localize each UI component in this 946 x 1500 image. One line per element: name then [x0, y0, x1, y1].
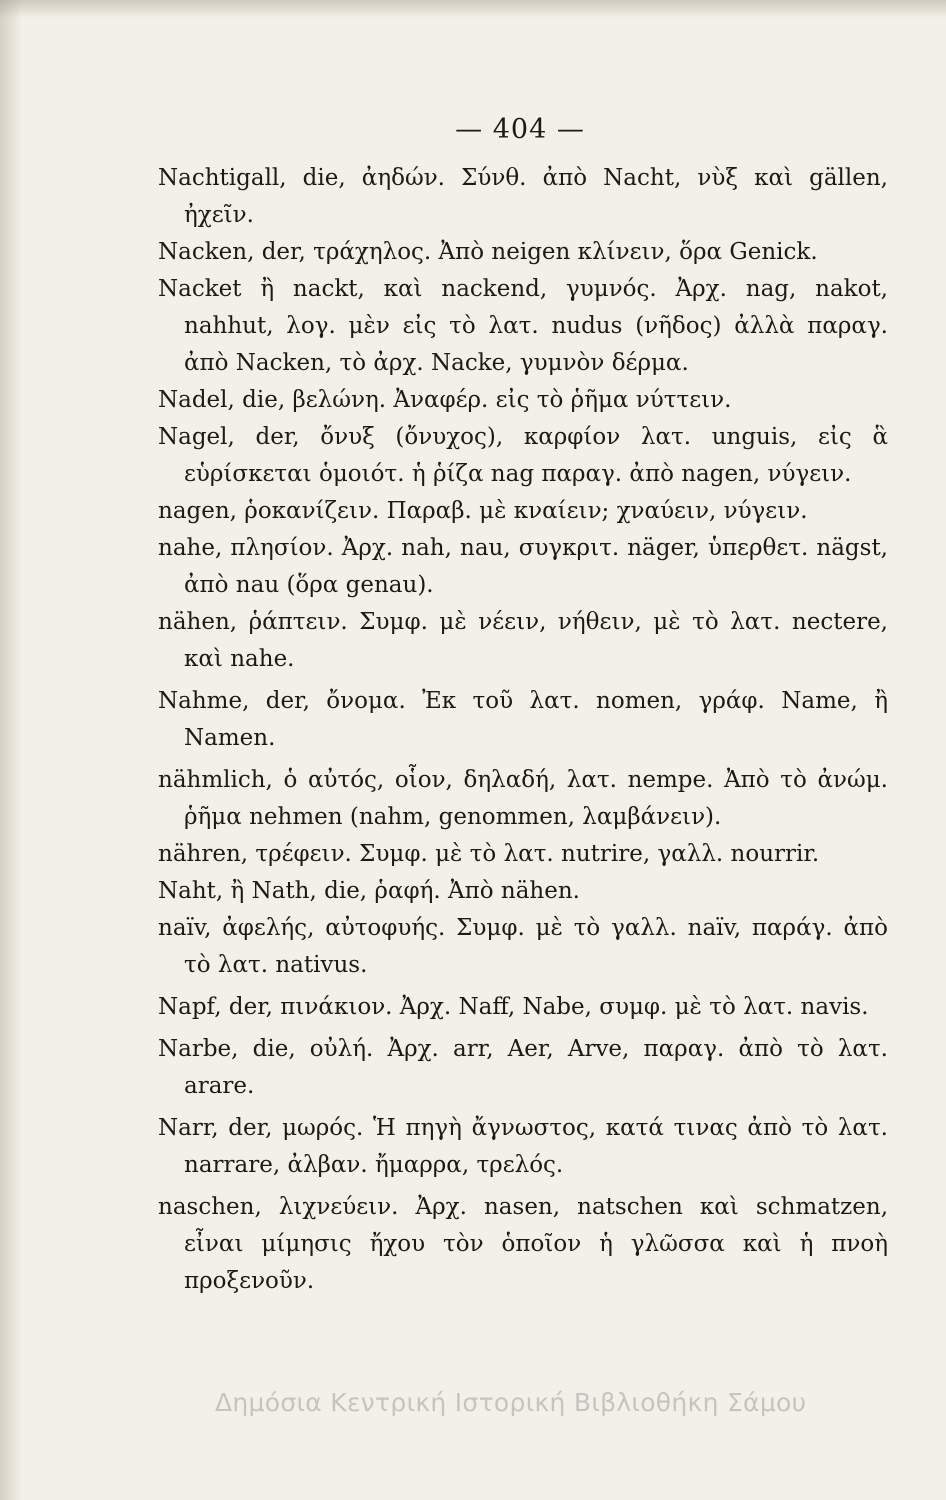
- dictionary-entries: [158, 160, 888, 1300]
- library-watermark: Δημόσια Κεντρική Ιστορική Βιβλιοθήκη Σάμου: [215, 1388, 807, 1417]
- page-edge-shadow: [0, 0, 22, 1500]
- dictionary-entry: Nahme, der, ὄνομα. Ἐκ τοῦ λατ. nomen, γράφ. Name, ἢ Namen.: [158, 688, 888, 751]
- page-number: — 404 —: [455, 114, 585, 145]
- dictionary-entry: Nacket ἢ nackt, καὶ nackend, γυμνός. Ἀρχ. nag, nakot, nahhut, λογ. μὲν εἰς τὸ λατ. nudus (νῆδος) ἀλλὰ παραγ. ἀπὸ Nacken, τὸ ἀρχ. Nacke, γυμνὸν δέρμα.: [158, 276, 888, 376]
- dictionary-entry: nagen, ῥοκανίζειν. Παραβ. μὲ κναίειν; χναύειν, νύγειν.: [158, 498, 808, 524]
- dictionary-entry: nähren, τρέφειν. Συμφ. μὲ τὸ λατ. nutrire, γαλλ. nourrir.: [158, 841, 820, 867]
- dictionary-entry: Nagel, der, ὄνυξ (ὄνυχος), καρφίον λατ. unguis, εἰς ἃ εὑρίσκεται ὁμοιότ. ἡ ῥίζα nag παραγ. ἀπὸ nagen, νύγειν.: [158, 424, 888, 487]
- dictionary-entry: Nachtigall, die, ἀηδών. Σύνθ. ἀπὸ Nacht, νὺξ καὶ gällen, ἠχεῖν.: [158, 165, 888, 228]
- dictionary-entry: Narr, der, μωρός. Ἡ πηγὴ ἄγνωστος, κατά τινας ἀπὸ τὸ λατ. narrare, ἀλβαν. ἤμαρρα, τρελός.: [158, 1115, 888, 1178]
- dictionary-entry: nähen, ῥάπτειν. Συμφ. μὲ νέειν, νήθειν, μὲ τὸ λατ. nectere, καὶ nahe.: [158, 609, 888, 672]
- dictionary-entry: Narbe, die, οὐλή. Ἀρχ. arr, Aer, Arve, παραγ. ἀπὸ τὸ λατ. arare.: [158, 1036, 888, 1099]
- dictionary-entry: naïv, ἀφελής, αὐτοφυής. Συμφ. μὲ τὸ γαλλ. naïv, παράγ. ἀπὸ τὸ λατ. nativus.: [158, 915, 888, 978]
- dictionary-entry: naschen, λιχνεύειν. Ἀρχ. nasen, natschen καὶ schmatzen, εἶναι μίμησις ἤχου τὸν ὁποῖον ἡ γλῶσσα καὶ ἡ πνοὴ προξενοῦν.: [158, 1194, 888, 1294]
- dictionary-entry: Naht, ἢ Nath, die, ῥαφή. Ἀπὸ nähen.: [158, 878, 580, 904]
- dictionary-entry: Nadel, die, βελώνη. Ἀναφέρ. εἰς τὸ ῥῆμα νύττειν.: [158, 387, 732, 413]
- dictionary-entry: nahe, πλησίον. Ἀρχ. nah, nau, συγκριτ. näger, ὑπερθετ. nägst, ἀπὸ nau (ὅρα genau).: [158, 535, 888, 598]
- dictionary-entry: Nacken, der, τράχηλος. Ἀπὸ neigen κλίνειν, ὅρα Genick.: [158, 239, 818, 265]
- dictionary-entry: nähmlich, ὁ αὐτός, οἷον, δηλαδή, λατ. nempe. Ἀπὸ τὸ ἀνώμ. ῥῆμα nehmen (nahm, genommen, λαμβάνειν).: [158, 767, 888, 830]
- dictionary-entry: Napf, der, πινάκιον. Ἀρχ. Naff, Nabe, συμφ. μὲ τὸ λατ. navis.: [158, 994, 869, 1020]
- page-top-shadow: [0, 0, 946, 18]
